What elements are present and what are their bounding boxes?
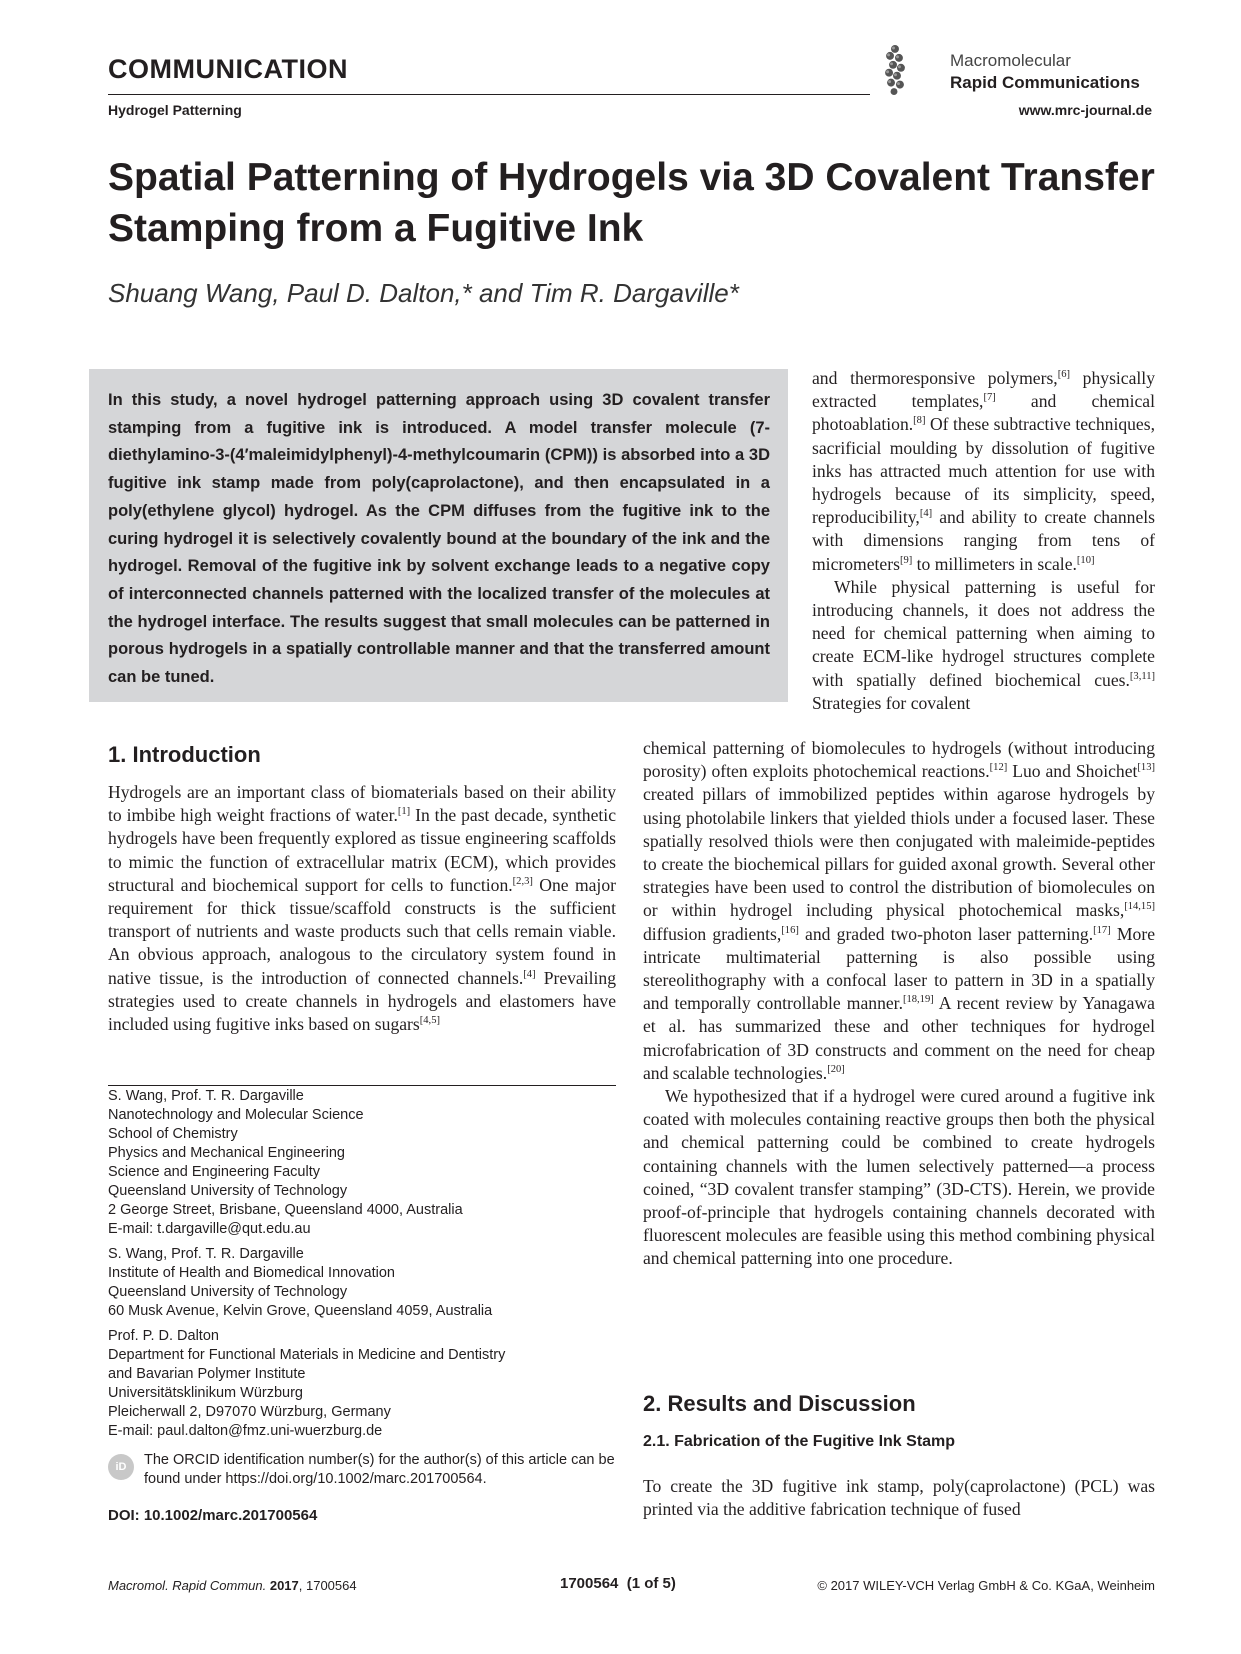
paragraph-physical-patterning: While physical patterning is useful for introducing channels, it does not address the need for chemical patterning when aiming to create ECM-like hydrogel structures complete with spatially defined biochemical cues.[3,11] Strategies for covalent <box>812 576 1155 713</box>
right-column-upper <box>812 367 1155 715</box>
affiliation-block-1 <box>108 1087 628 1239</box>
footer-citation <box>108 1578 357 1593</box>
citation-ref[interactable]: [9] <box>899 554 913 566</box>
affiliation-line: Queensland University of Technology <box>108 1183 348 1199</box>
paragraph-chemical-patterning: chemical patterning of biomolecules to hydrogels (without introducing porosity) often exploits photochemical reactions.[12] Luo and Shoichet[13] created pillars of immobilized peptides within agarose hydrogels by using photolabile linkers that yielded thiols under a focused laser. These spatially resolved thiols were then conjugated with maleimide-peptides to create the biochemical pillars for guided axonal growth. Several other strategies have been used to control the distribution of biomolecules on or within hydrogel including physical photochemical masks,[14,15] diffusion gradients,[16] and graded two-photon laser patterning.[17] More intricate multimaterial patterning is also possible using stereolithography with a confocal laser to pattern in 3D in a spatially and temporally controllable manner.[18,19] A recent review by Yanagawa et al. has summarized these and other techniques for hydrogel microfabrication of 3D constructs and comment on the need for cheap and scalable technologies.[20] <box>643 738 1156 1083</box>
citation-ref[interactable]: [14,15] <box>1124 901 1155 913</box>
affiliation-line[interactable]: E-mail: t.dargaville@qut.edu.au <box>108 1221 311 1237</box>
affiliation-line: School of Chemistry <box>108 1126 238 1142</box>
citation-ref[interactable]: [6] <box>1057 369 1071 381</box>
affiliation-block-2 <box>108 1245 628 1321</box>
section-heading-introduction: 1. Introduction <box>108 742 261 767</box>
article-type-label: COMMUNICATION <box>108 54 348 84</box>
paragraph-fabrication: To create the 3D fugitive ink stamp, poly(caprolactone) (PCL) was printed via the additive fabrication technique of fused <box>643 1476 1155 1520</box>
citation-ref[interactable]: [17] <box>1093 924 1111 936</box>
footer-article-id: , 1700564 <box>298 1578 357 1593</box>
citation-ref[interactable]: [13] <box>1137 762 1155 774</box>
citation-ref[interactable]: [1] <box>397 806 411 818</box>
affiliation-line: 60 Musk Avenue, Kelvin Grove, Queensland 4059, Australia <box>108 1303 493 1319</box>
footer-copyright: © 2017 WILEY-VCH Verlag GmbH & Co. KGaA, Weinheim <box>817 1578 1155 1593</box>
orcid-note[interactable]: The ORCID identification number(s) for the author(s) of this article can be found under https://doi.org/10.1002/marc.201700564. <box>144 1452 615 1487</box>
citation-ref[interactable]: [16] <box>781 924 799 936</box>
citation-ref[interactable]: [7] <box>983 392 996 404</box>
section-heading-results: 2. Results and Discussion <box>643 1391 916 1416</box>
affiliation-line: Pleicherwall 2, D97070 Würzburg, Germany <box>108 1404 391 1420</box>
article-title: Spatial Patterning of Hydrogels via 3D Covalent Transfer Stamping from a Fugitive Ink <box>108 156 1155 250</box>
journal-name-line1: Macromolecular <box>950 51 1071 70</box>
journal-logo-icon <box>880 44 910 96</box>
affiliation-block-3 <box>108 1327 628 1441</box>
orcid-icon: iD <box>108 1454 134 1480</box>
affiliation-line[interactable]: E-mail: paul.dalton@fmz.uni-wuerzburg.de <box>108 1423 383 1439</box>
section-tag: Hydrogel Patterning <box>108 102 242 118</box>
affiliation-line: Universitätsklinikum Würzburg <box>108 1385 303 1401</box>
affiliation-line: Queensland University of Technology <box>108 1284 348 1300</box>
affiliation-line: S. Wang, Prof. T. R. Dargaville <box>108 1088 304 1104</box>
citation-ref[interactable]: [2,3] <box>512 875 533 887</box>
citation-ref[interactable]: [4,5] <box>419 1015 440 1027</box>
affiliation-line: Institute of Health and Biomedical Innovation <box>108 1265 395 1281</box>
citation-ref[interactable]: [12] <box>989 762 1008 774</box>
affiliation-line: Physics and Mechanical Engineering <box>108 1145 345 1161</box>
subsection-heading-fabrication: 2.1. Fabrication of the Fugitive Ink Stamp <box>643 1433 956 1450</box>
paragraph-introduction: Hydrogels are an important class of biomaterials based on their ability to imbibe high weight fractions of water.[1] In the past decade, synthetic hydrogels have been frequently explored as tissue engineering scaffolds to mimic the function of extracellular matrix (ECM), which provides structural and biochemical support for cells to function.[2,3] One major requirement for thick tissue/scaffold constructs is the sufficient transport of nutrients and waste products such that cells remain viable. An obvious approach, analogous to the circulatory system found in native tissue, is the introduction of connected channels.[4] Prevailing strategies used to create channels in hydrogels and elastomers have included using fugitive inks based on sugars[4,5] <box>108 782 617 1035</box>
footer-year: 2017 <box>269 1578 299 1593</box>
affiliation-line: 2 George Street, Brisbane, Queensland 4000, Australia <box>108 1202 463 1218</box>
introduction-text <box>108 781 616 1036</box>
citation-ref[interactable]: [8] <box>913 415 926 427</box>
affiliation-rule <box>108 1085 616 1086</box>
affiliation-line: Prof. P. D. Dalton <box>108 1328 219 1344</box>
affiliation-line: S. Wang, Prof. T. R. Dargaville <box>108 1246 304 1262</box>
affiliation-line: Nanotechnology and Molecular Science <box>108 1107 364 1123</box>
affiliation-line: and Bavarian Polymer Institute <box>108 1366 306 1382</box>
journal-name <box>950 50 1140 94</box>
page-number: 1700564 (1 of 5) <box>560 1575 676 1592</box>
paragraph-polymers: and thermoresponsive polymers,[6] physically extracted templates,[7] and chemical photoablation.[8] Of these subtractive techniques, sacrificial moulding by dissolution of fugitive inks has attracted much attention for use with hydrogels because of its simplicity, speed, reproducibility,[4] and ability to create channels with dimensions ranging from tens of micrometers[9] to millimeters in scale.[10] <box>812 368 1155 574</box>
citation-ref[interactable]: [3,11] <box>1129 670 1155 682</box>
citation-ref[interactable]: [10] <box>1076 554 1095 566</box>
citation-ref[interactable]: [20] <box>827 1063 845 1075</box>
citation-ref[interactable]: [18,19] <box>902 994 934 1006</box>
citation-ref[interactable]: [4] <box>523 968 536 980</box>
author-list: Shuang Wang, Paul D. Dalton,* and Tim R. Dargaville* <box>108 278 739 308</box>
footer-journal-abbrev: Macromol. Rapid Commun. <box>108 1578 267 1593</box>
right-column-lower <box>643 737 1155 1271</box>
header-rule <box>108 94 870 95</box>
doi-label[interactable]: DOI: 10.1002/marc.201700564 <box>108 1507 318 1524</box>
paragraph-hypothesis: We hypothesized that if a hydrogel were cured around a fugitive ink coated with molecules containing reactive groups then both the physical and chemical patterning could be combined to create hydrogels containing channels with the lumen selectively patterned—a process coined, “3D covalent transfer stamping” (3D-CTS). Herein, we provide proof-of-principle that hydrogels containing channels decorated with fluorescent molecules are feasible using this method combining physical and chemical patterning into one procedure. <box>643 1086 1155 1269</box>
journal-url[interactable]: www.mrc-journal.de <box>1018 102 1152 118</box>
affiliation-line: Science and Engineering Faculty <box>108 1164 320 1180</box>
abstract-text: In this study, a novel hydrogel patterning approach using 3D covalent transfer stamping from a fugitive ink is introduced. A model transfer molecule (7-diethylamino-3-(4′maleimidylphenyl)-4-methylcoumarin (CPM)) is absorbed into a 3D fugitive ink stamp made from poly(caprolactone), and then encapsulated in a poly(ethylene glycol) hydrogel. As the CPM diffuses from the fugitive ink to the curing hydrogel it is selectively covalently bound at the boundary of the ink and the hydrogel. Removal of the fugitive ink by solvent exchange leads to a negative copy of interconnected channels patterned with the localized transfer of the molecules at the hydrogel interface. The results suggest that small molecules can be patterned in porous hydrogels in a spatially controllable manner and that the transferred amount can be tuned. <box>108 391 770 687</box>
affiliation-line: Department for Functional Materials in Medicine and Dentistry <box>108 1347 506 1363</box>
citation-ref[interactable]: [4] <box>919 508 933 520</box>
journal-name-line2: Rapid Communications <box>950 73 1140 92</box>
